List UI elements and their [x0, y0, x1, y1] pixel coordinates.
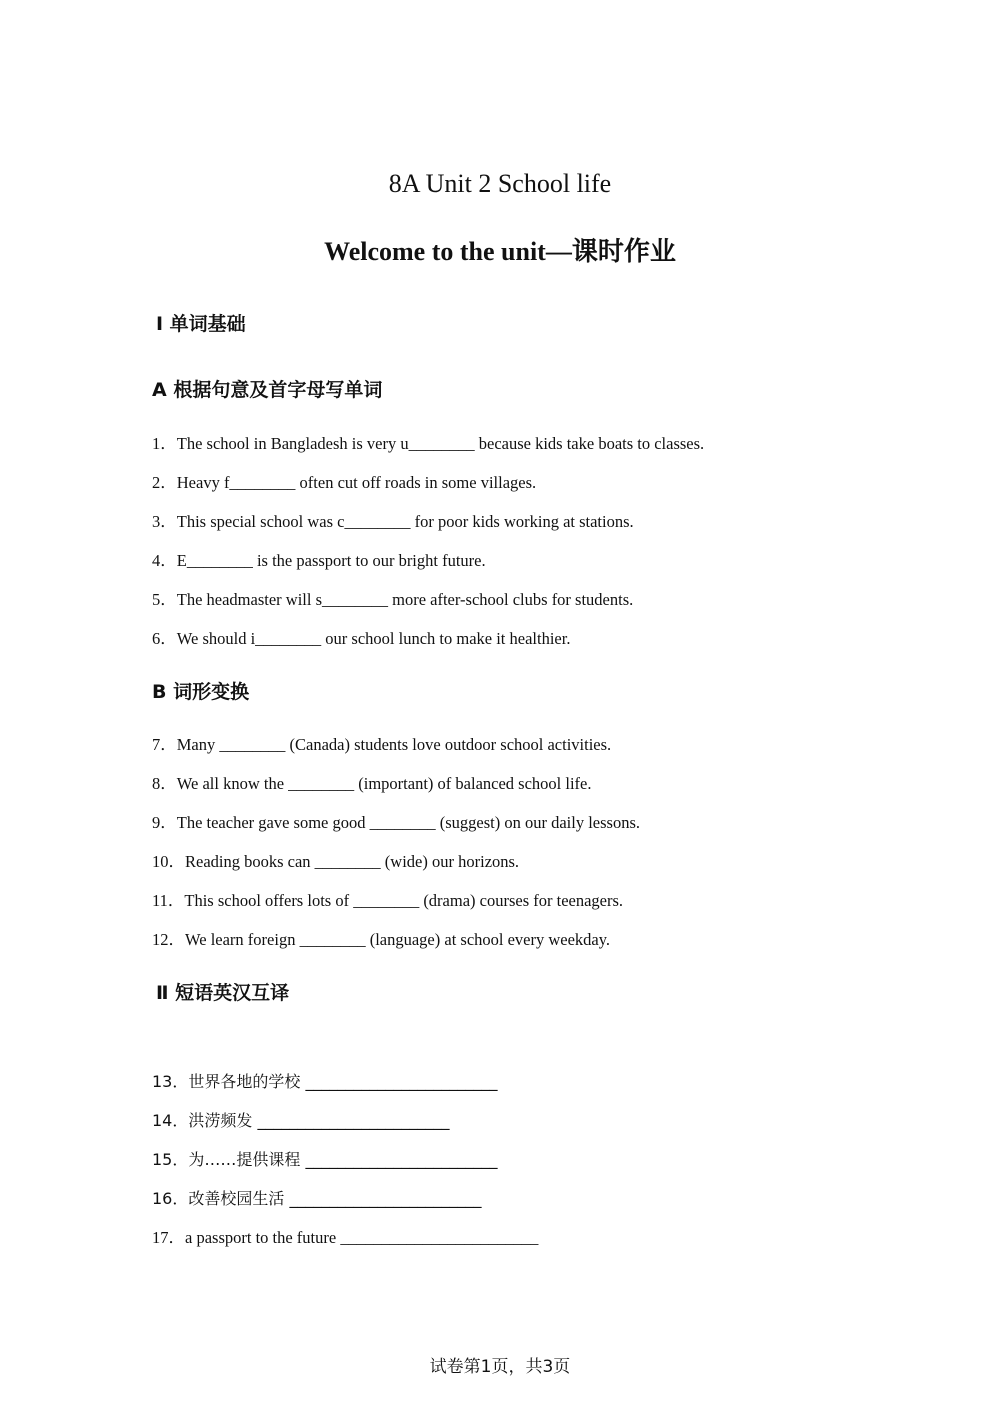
question-13 — [152, 1071, 497, 1093]
page-subtitle: Welcome to the unit—课时作业 — [324, 237, 676, 266]
question-13-text: 13．世界各地的学校 ________________________ — [152, 1072, 498, 1091]
section-heading-a: A 根据句意及首字母写单词 — [152, 379, 383, 401]
question-16 — [152, 1188, 481, 1210]
question-3: 3．This special school was c________ for poor kids working at stations. — [152, 512, 634, 531]
question-5: 5．The headmaster will s________ more after-school clubs for students. — [152, 590, 634, 609]
question-17: 17．a passport to the future ________________________ — [152, 1228, 539, 1247]
question-9: 9．The teacher gave some good ________ (suggest) on our daily lessons. — [152, 813, 641, 832]
question-6: 6．We should i________ our school lunch to make it healthier. — [152, 629, 571, 648]
section-heading-2: Ⅱ 短语英汉互译 — [156, 982, 290, 1004]
question-10: 10．Reading books can ________ (wide) our horizons. — [152, 852, 520, 871]
question-8: 8．We all know the ________ (important) of balanced school life. — [152, 774, 592, 793]
question-1: 1．The school in Bangladesh is very u________ because kids take boats to classes. — [152, 434, 705, 453]
question-11: 11．This school offers lots of ________ (drama) courses for teenagers. — [152, 891, 624, 910]
question-7: 7．Many ________ (Canada) students love outdoor school activities. — [152, 735, 612, 754]
question-16-text: 16．改善校园生活 ________________________ — [152, 1189, 482, 1208]
section-heading-b: B 词形变换 — [152, 681, 250, 703]
question-2: 2．Heavy f________ often cut off roads in some villages. — [152, 473, 537, 492]
section-heading-1: Ⅰ 单词基础 — [156, 313, 246, 335]
question-4: 4．E________ is the passport to our bright future. — [152, 551, 486, 570]
question-12: 12．We learn foreign ________ (language) at school every weekday. — [152, 930, 611, 949]
question-14-text: 14．洪涝频发 ________________________ — [152, 1111, 450, 1130]
page-footer: 试卷第1页，共3页 — [429, 1357, 571, 1377]
page-title: 8A Unit 2 School life — [388, 169, 612, 198]
question-14 — [152, 1110, 449, 1132]
question-15 — [152, 1149, 497, 1171]
question-15-text: 15．为……提供课程 ________________________ — [152, 1150, 498, 1169]
